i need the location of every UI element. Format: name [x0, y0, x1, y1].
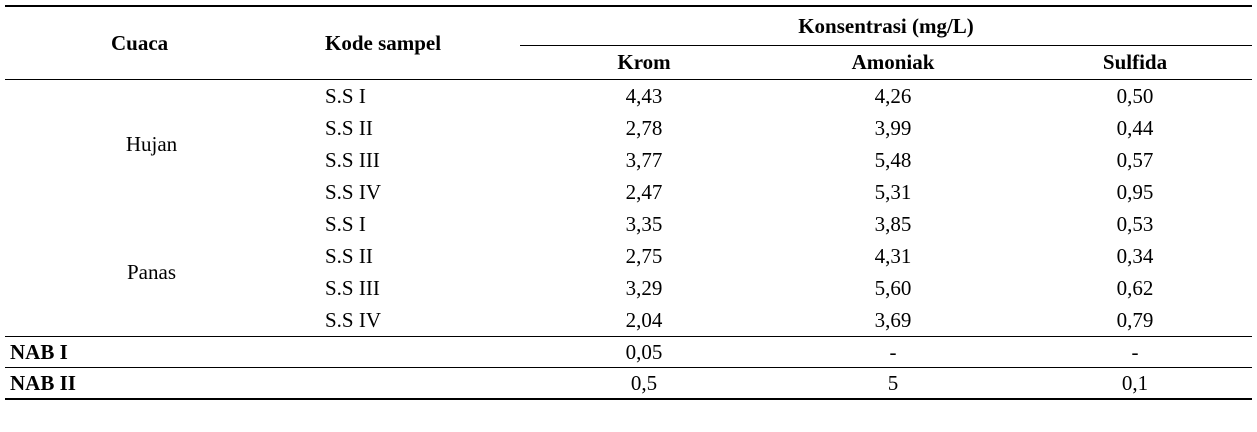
table-row	[5, 208, 1252, 240]
header-krom: Krom	[617, 50, 671, 74]
nab-label: NAB II	[10, 371, 76, 395]
amoniak-cell: 3,99	[874, 116, 912, 140]
table-row	[5, 80, 1252, 113]
header-amoniak: Amoniak	[851, 50, 935, 74]
sulfida-cell: 0,34	[1116, 244, 1154, 268]
kode-cell: S.S I	[325, 84, 366, 108]
nab-row	[5, 337, 1252, 368]
sulfida-cell: 0,53	[1116, 212, 1154, 236]
header-cuaca: Cuaca	[111, 31, 169, 55]
concentration-table	[5, 5, 1252, 400]
amoniak-cell: 4,31	[874, 244, 912, 268]
amoniak-cell: 5,48	[874, 148, 912, 172]
header-konsentrasi: Konsentrasi (mg/L)	[520, 6, 1252, 46]
kode-cell: S.S IV	[325, 308, 382, 332]
group-label-hujan: Hujan	[125, 132, 178, 156]
krom-cell: 4,43	[625, 84, 663, 108]
sulfida-cell: 0,1	[1121, 371, 1149, 395]
sulfida-cell: -	[1131, 340, 1139, 364]
krom-cell: 2,75	[625, 244, 663, 268]
krom-cell: 3,29	[625, 276, 663, 300]
krom-cell: 3,35	[625, 212, 663, 236]
krom-cell: 2,47	[625, 180, 663, 204]
kode-cell: S.S III	[325, 148, 380, 172]
nab-label: NAB I	[10, 340, 68, 364]
krom-cell: 0,5	[630, 371, 658, 395]
header-kode-sampel: Kode sampel	[325, 31, 442, 55]
amoniak-cell: -	[889, 340, 897, 364]
amoniak-cell: 5,31	[874, 180, 912, 204]
krom-cell: 2,78	[625, 116, 663, 140]
sulfida-cell: 0,79	[1116, 308, 1154, 332]
krom-cell: 2,04	[625, 308, 663, 332]
krom-cell: 0,05	[625, 340, 663, 364]
group-label-panas: Panas	[127, 260, 176, 284]
header-sulfida: Sulfida	[1102, 50, 1168, 74]
amoniak-cell: 4,26	[874, 84, 912, 108]
kode-cell: S.S IV	[325, 180, 382, 204]
amoniak-cell: 3,85	[874, 212, 912, 236]
kode-cell: S.S III	[325, 276, 380, 300]
amoniak-cell: 5,60	[874, 276, 912, 300]
amoniak-cell: 5	[887, 371, 899, 395]
sulfida-cell: 0,44	[1116, 116, 1154, 140]
amoniak-cell: 3,69	[874, 308, 912, 332]
sulfida-cell: 0,50	[1116, 84, 1154, 108]
nab-empty-cell	[298, 368, 520, 400]
kode-cell: S.S I	[325, 212, 366, 236]
krom-cell: 3,77	[625, 148, 663, 172]
sulfida-cell: 0,57	[1116, 148, 1154, 172]
nab-empty-cell	[298, 337, 520, 368]
sulfida-cell: 0,62	[1116, 276, 1154, 300]
kode-cell: S.S II	[325, 116, 373, 140]
kode-cell: S.S II	[325, 244, 373, 268]
sulfida-cell: 0,95	[1116, 180, 1154, 204]
nab-row	[5, 368, 1252, 400]
